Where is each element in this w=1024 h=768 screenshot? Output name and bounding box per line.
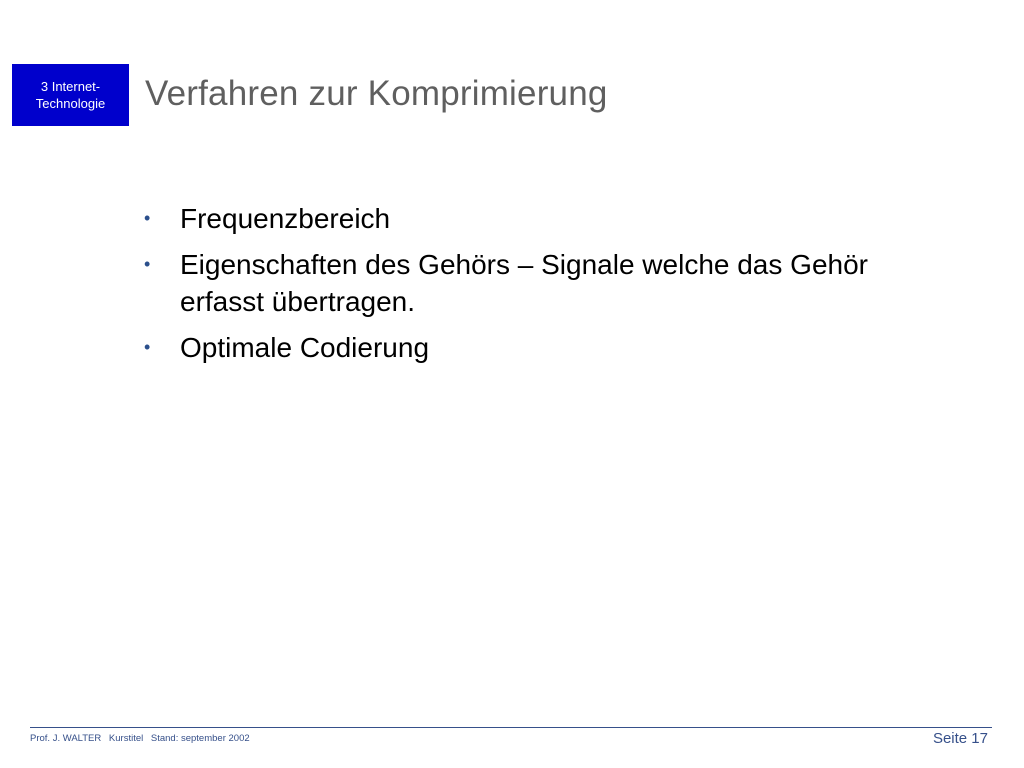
bullet-text: Frequenzbereich <box>180 203 391 234</box>
bullet-item <box>140 246 940 320</box>
bullet-dot-icon: • <box>144 254 151 274</box>
bullet-dot-icon: • <box>144 337 151 357</box>
section-badge-line1: 3 Internet- <box>40 79 101 94</box>
bullet-item <box>140 200 940 237</box>
bullet-list <box>140 200 940 375</box>
footer-author: Prof. J. WALTER <box>30 733 102 744</box>
bullet-item <box>140 329 940 366</box>
bullet-dot-icon: • <box>144 208 151 228</box>
section-badge-line2: Technologie <box>35 96 106 111</box>
page-number: Seite 17 <box>932 730 988 747</box>
slide-title: Verfahren zur Komprimierung <box>145 74 608 113</box>
bullet-text: Eigenschaften des Gehörs – Signale welche das Gehör erfasst übertragen. <box>180 249 868 317</box>
footer-course: Kurstitel <box>108 733 144 744</box>
footer-divider <box>30 727 992 728</box>
section-badge <box>12 64 129 126</box>
footer-stand: Stand: september 2002 <box>150 733 250 744</box>
bullet-text: Optimale Codierung <box>180 332 430 363</box>
footer-info <box>30 733 255 744</box>
